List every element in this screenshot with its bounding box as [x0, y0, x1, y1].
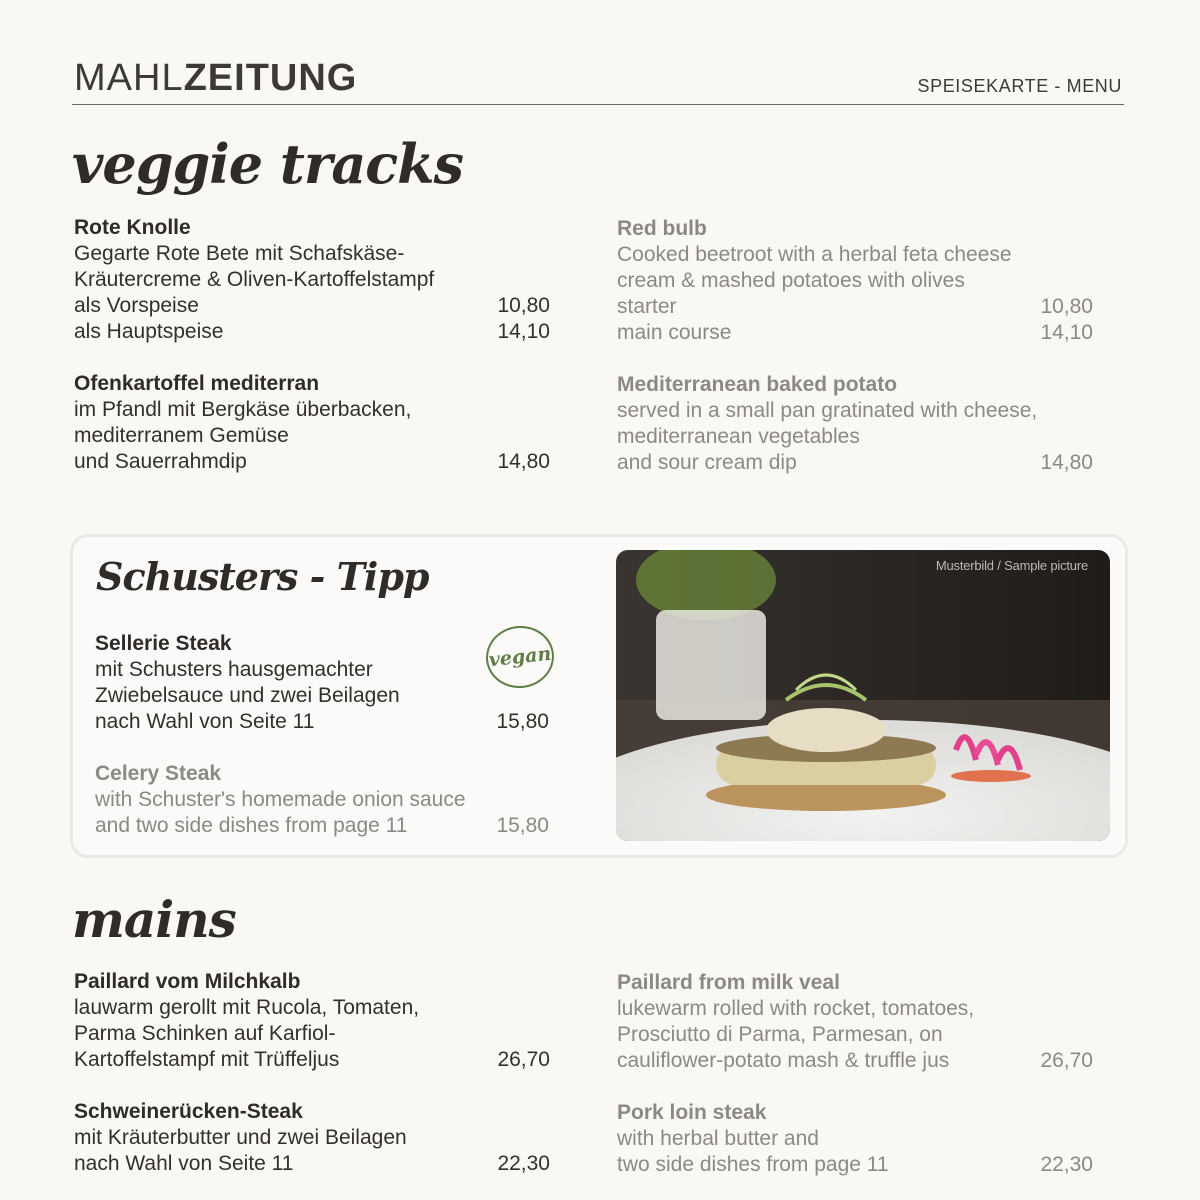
item-description-line: im Pfandl mit Bergkäse überbacken, [74, 398, 412, 421]
price-line [74, 449, 550, 475]
section-title-veggie: veggie tracks [72, 132, 463, 196]
menu-item-ofenkartoffel [74, 371, 550, 475]
logo [74, 58, 357, 98]
price-value: 14,10 [497, 320, 550, 343]
price-line [95, 813, 549, 839]
price-line [617, 1152, 1093, 1178]
item-description-line: cream & mashed potatoes with olives [617, 269, 965, 292]
item-description-line: Parma Schinken auf Karfiol- [74, 1022, 336, 1045]
item-description-line: mediterranem Gemüse [74, 424, 289, 447]
price-line [617, 1048, 1093, 1074]
price-label: cauliflower-potato mash & truffle jus [617, 1049, 950, 1072]
item-name: Schweinerücken-Steak [74, 1100, 303, 1123]
price-value: 15,80 [496, 814, 549, 837]
logo-bold: ZEITUNG [183, 57, 358, 99]
item-description-line: Cooked beetroot with a herbal feta cheese [617, 243, 1012, 266]
price-line [95, 709, 549, 735]
price-line [617, 294, 1093, 320]
vegan-badge: vegan [483, 623, 557, 692]
menu-item-baked-potato [617, 372, 1093, 476]
page-header [72, 56, 1124, 105]
menu-item-paillard-milchkalb [74, 969, 550, 1073]
price-value: 22,30 [497, 1152, 550, 1175]
price-label: Kartoffelstampf mit Trüffeljus [74, 1048, 340, 1071]
price-line [617, 320, 1093, 346]
item-name: Rote Knolle [74, 216, 191, 239]
menu-item-red-bulb [617, 216, 1093, 346]
price-value: 15,80 [496, 710, 549, 733]
item-description-line: Zwiebelsauce und zwei Beilagen [95, 684, 400, 707]
item-description-line: lauwarm gerollt mit Rucola, Tomaten, [74, 996, 420, 1019]
item-name: Paillard from milk veal [617, 971, 840, 994]
menu-item-celery-steak [95, 761, 549, 839]
item-description-line: served in a small pan gratinated with cheese, [617, 399, 1038, 422]
item-name: Paillard vom Milchkalb [74, 970, 301, 993]
price-value: 14,80 [497, 450, 550, 473]
price-label: nach Wahl von Seite 11 [74, 1152, 294, 1175]
price-line [74, 319, 550, 345]
item-description-line: mit Schusters hausgemachter [95, 658, 373, 681]
section-title-tip: Schusters - Tipp [96, 554, 429, 599]
price-line [74, 1047, 550, 1073]
price-value: 14,10 [1040, 321, 1093, 344]
logo-light: MAHL [74, 57, 184, 99]
price-line [74, 1151, 550, 1177]
item-name: Pork loin steak [617, 1101, 767, 1124]
price-value: 10,80 [497, 294, 550, 317]
sample-food-photo [616, 550, 1110, 841]
item-name: Mediterranean baked potato [617, 373, 898, 396]
item-name: Sellerie Steak [95, 632, 232, 655]
photo-caption: Musterbild / Sample picture [935, 558, 1088, 573]
item-description-line: with herbal butter and [617, 1127, 819, 1150]
price-value: 14,80 [1040, 451, 1093, 474]
item-description-line: Gegarte Rote Bete mit Schafskäse- [74, 242, 405, 265]
header-menu-label: SPEISEKARTE - MENU [917, 76, 1122, 96]
item-description-line: Kräutercreme & Oliven-Kartoffelstampf [74, 268, 435, 291]
food-photo-illustration [616, 550, 1110, 841]
menu-item-rote-knolle [74, 215, 550, 345]
item-description-line: mediterranean vegetables [617, 425, 860, 448]
price-value: 22,30 [1040, 1153, 1093, 1176]
price-line [74, 293, 550, 319]
menu-item-paillard-veal [617, 970, 1093, 1074]
price-value: 26,70 [1040, 1049, 1093, 1072]
item-name: Celery Steak [95, 762, 222, 785]
price-label: und Sauerrahmdip [74, 450, 247, 473]
price-label: two side dishes from page 11 [617, 1153, 889, 1176]
price-line [617, 450, 1093, 476]
section-title-mains: mains [72, 890, 236, 949]
item-description-line: mit Kräuterbutter und zwei Beilagen [74, 1126, 407, 1149]
item-description-line: with Schuster's homemade onion sauce [95, 788, 466, 811]
price-label: and sour cream dip [617, 451, 797, 474]
price-label: and two side dishes from page 11 [95, 814, 408, 837]
price-label: starter [617, 295, 677, 318]
price-value: 26,70 [497, 1048, 550, 1071]
price-label: main course [617, 321, 732, 344]
item-description-line: lukewarm rolled with rocket, tomatoes, [617, 997, 975, 1020]
price-label: nach Wahl von Seite 11 [95, 710, 315, 733]
price-value: 10,80 [1040, 295, 1093, 318]
menu-item-schweineruecken [74, 1099, 550, 1177]
menu-item-sellerie-steak [95, 631, 549, 735]
menu-item-pork-loin [617, 1100, 1093, 1178]
item-name: Red bulb [617, 217, 707, 240]
item-description-line: Prosciutto di Parma, Parmesan, on [617, 1023, 943, 1046]
price-label: als Vorspeise [74, 294, 199, 317]
item-name: Ofenkartoffel mediterran [74, 372, 320, 395]
price-label: als Hauptspeise [74, 320, 224, 343]
